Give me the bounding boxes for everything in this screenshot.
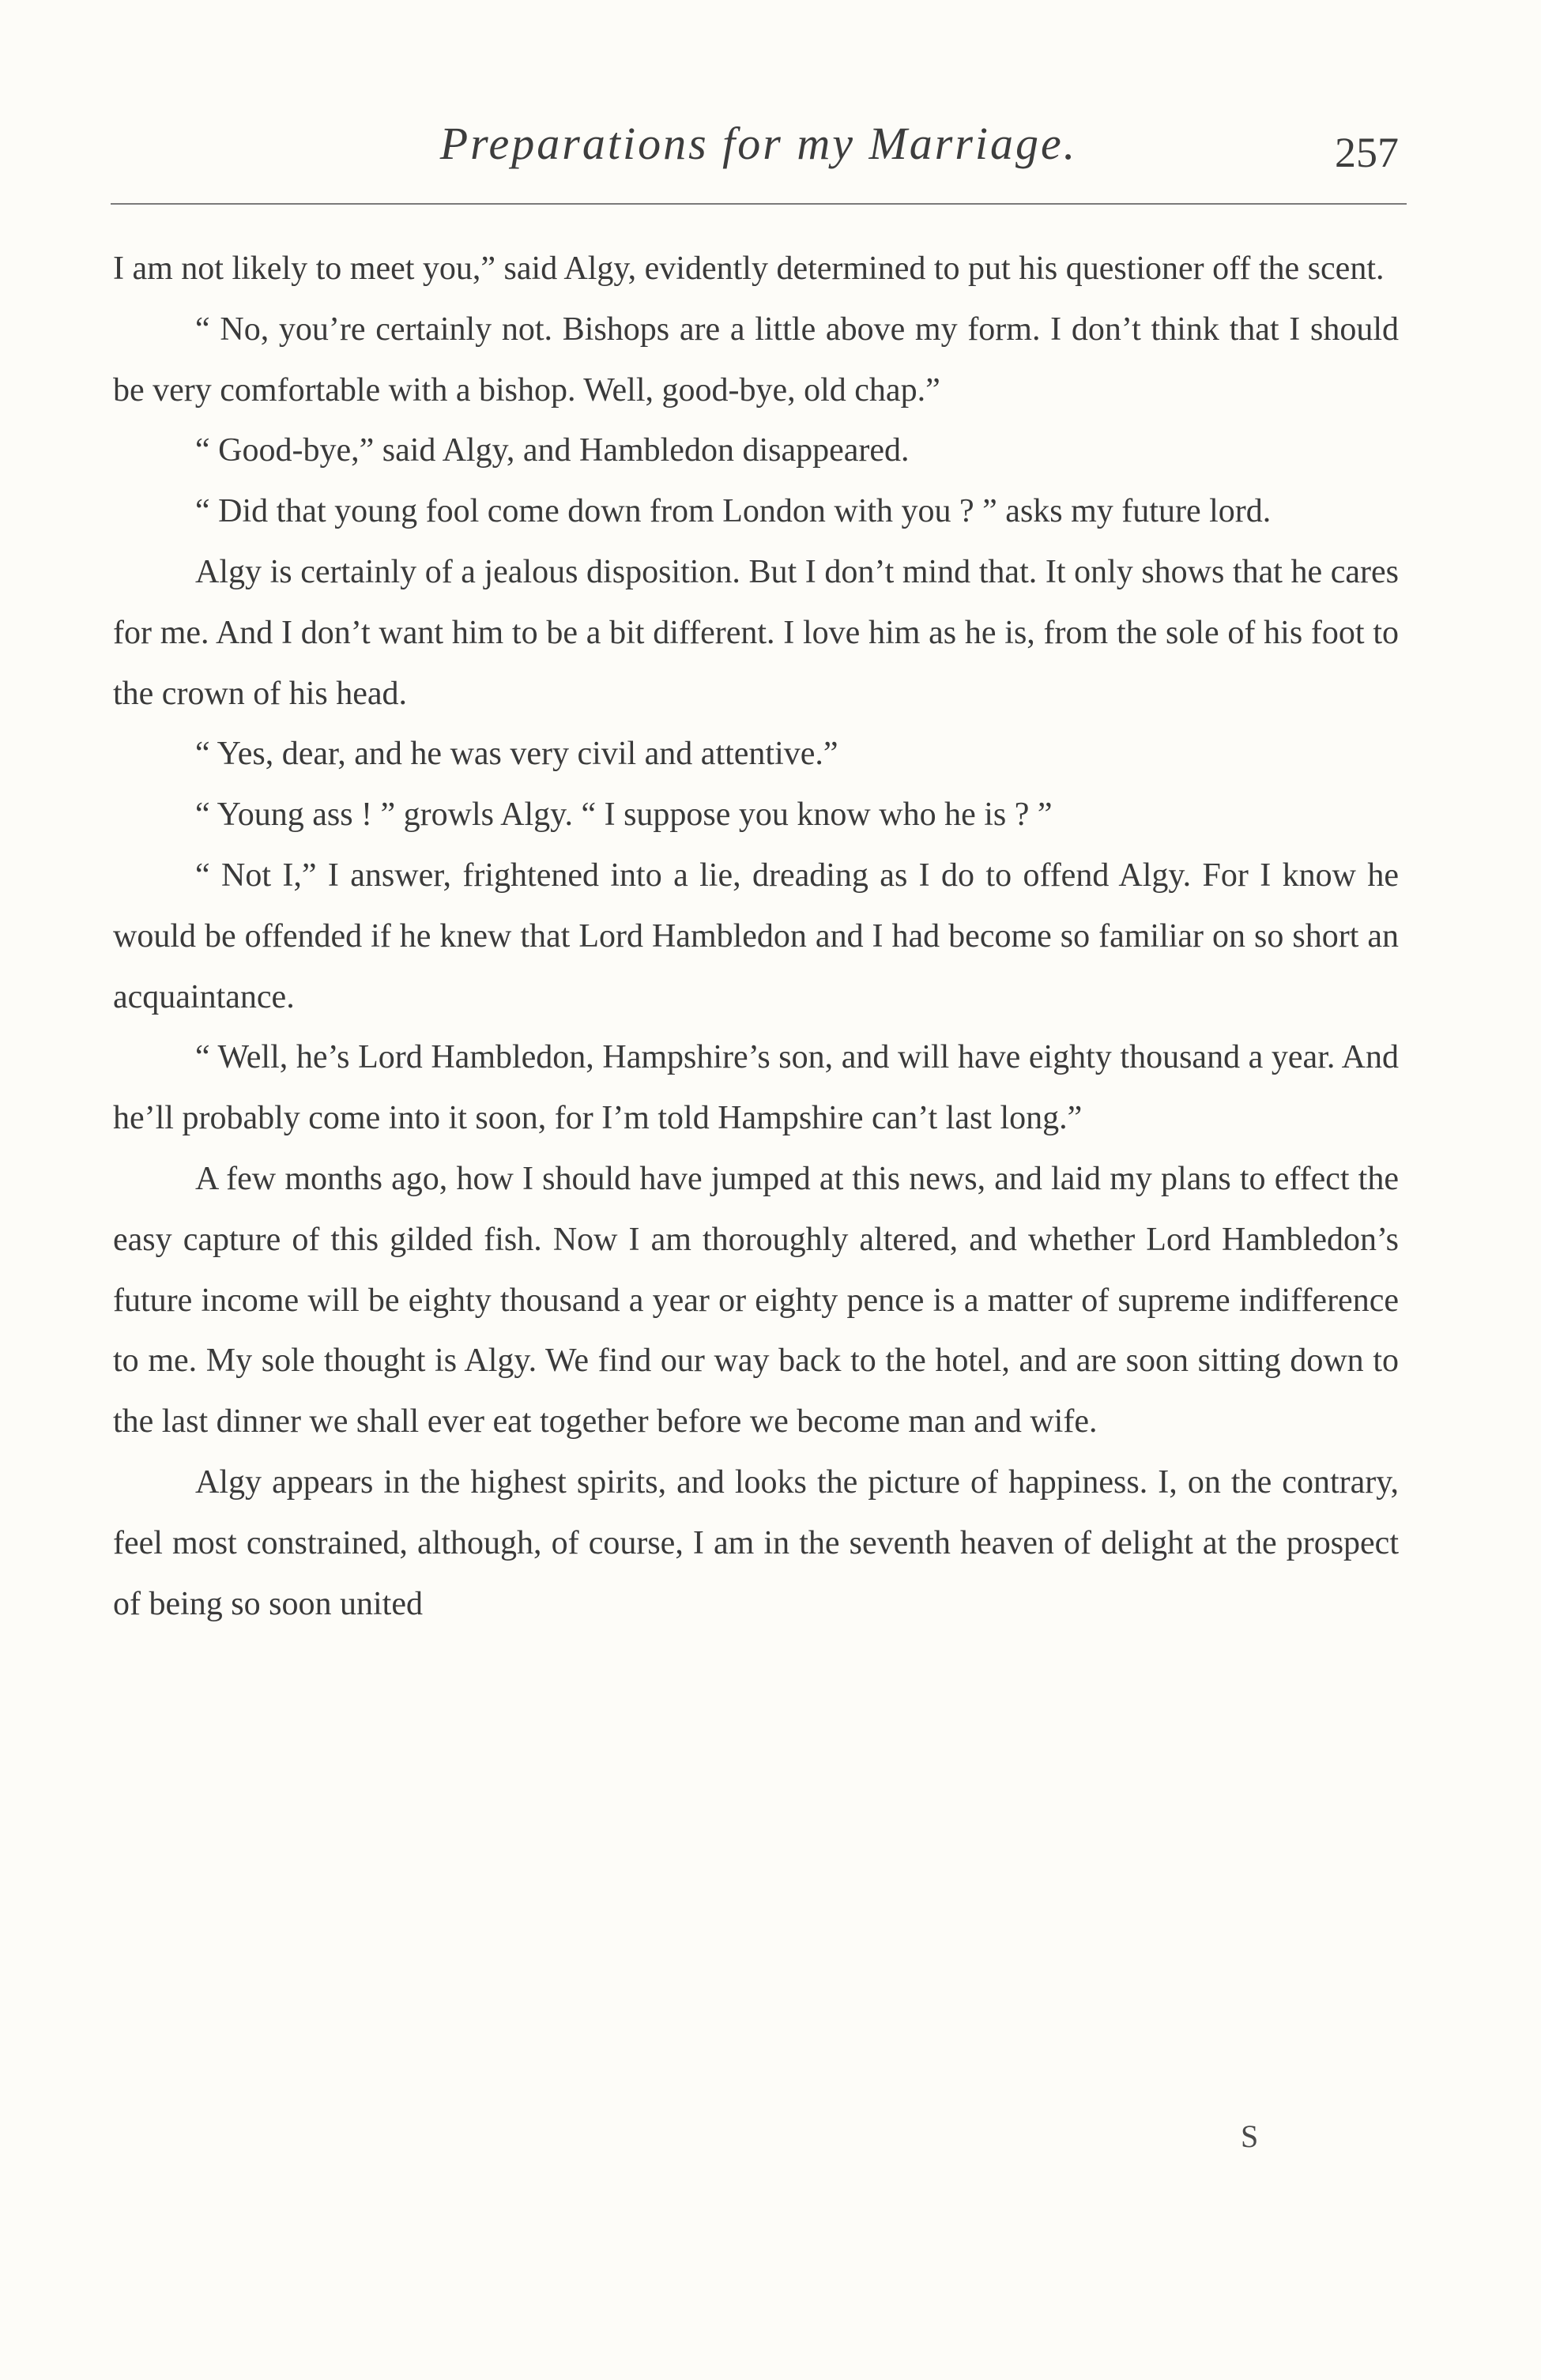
running-title: Preparations for my Marriage. xyxy=(439,118,1078,169)
paragraph-4: “ Did that young fool come down from London with you ? ” asks my future lord. xyxy=(195,493,1272,530)
paragraph-6: “ Yes, dear, and he was very civil and attentive.” xyxy=(195,736,838,773)
paragraph-3: “ Good-bye,” said Algy, and Hambledon disappeared. xyxy=(195,432,910,469)
paragraph-11: Algy appears in the highest spirits, and looks the picture of happiness. I, on the contrary, feel most constrained, although, of course, I am in the seventh heaven of delight at the prospect of being so soon united xyxy=(113,1463,1399,1622)
paragraph-2: “ No, you’re certainly not. Bishops are a little above my form. I don’t think that I should be very comfortable with a bishop. Well, good-bye, old chap.” xyxy=(113,311,1399,409)
paragraph-8: “ Not I,” I answer, frightened into a lie, dreading as I do to offend Algy. For I know he would be offended if he knew that Lord Hambledon and I had become so familiar on so short an acquaintance. xyxy=(113,857,1399,1015)
paragraph-9: “ Well, he’s Lord Hambledon, Hampshire’s son, and will have eighty thousand a year. And he’ll probably come into it soon, for I’m told Hampshire can’t last long.” xyxy=(113,1039,1399,1137)
page-number: 257 xyxy=(1335,129,1399,176)
paragraph-10: A few months ago, how I should have jumped at this news, and laid my plans to effect the easy capture of this gilded fish. Now I am thoroughly altered, and whether Lord Hambledon’s future income will be eighty thousand a year or eighty pence is a matter of supreme indifference to me. My sole thought is Algy. We find our way back to the hotel, and are soon sitting down to the last dinner we shall ever eat together before we become man and wife. xyxy=(113,1160,1399,1440)
body-text xyxy=(113,239,1399,1634)
signature-mark: S xyxy=(1241,2118,1259,2154)
running-head xyxy=(111,111,1407,190)
paragraph-5: Algy is certainly of a jealous disposition. But I don’t mind that. It only shows that he cares for me. And I don’t want him to be a bit different. I love him as he is, from the sole of his foot to the crown of his head. xyxy=(113,553,1399,712)
paragraph-1: I am not likely to meet you,” said Algy, evidently determined to put his questioner off the scent. xyxy=(113,250,1385,287)
header-rule xyxy=(111,203,1407,205)
paragraph-7: “ Young ass ! ” growls Algy. “ I suppose you know who he is ? ” xyxy=(195,796,1053,834)
